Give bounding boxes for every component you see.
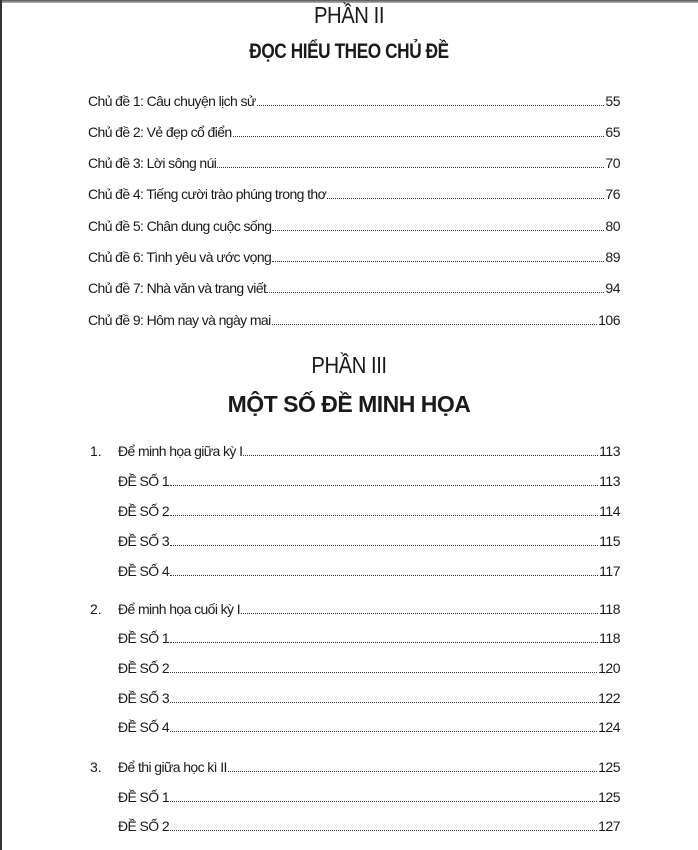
toc-entry[interactable] [88, 247, 620, 267]
part3-title: MỘT SỐ ĐỀ MINH HỌA [227, 391, 471, 417]
dot-leader [327, 184, 604, 199]
toc-item-page: 124 [598, 719, 620, 735]
dot-leader [241, 599, 598, 614]
toc-entry-label: Chủ đề 4: Tiếng cười trào phúng trong thơ [88, 186, 327, 202]
toc-item-label: ĐỀ SỐ 1 [118, 789, 170, 805]
toc-section-page: 125 [598, 759, 620, 775]
toc-entry-page: 89 [605, 249, 620, 265]
toc-entry-page: 70 [605, 155, 620, 171]
page-frame-left [0, 0, 2, 850]
toc-entry[interactable] [88, 184, 620, 204]
toc-item[interactable] [118, 688, 620, 708]
dot-leader [243, 441, 598, 456]
toc-section-number: 3. [90, 759, 102, 775]
toc-entry-label: Chủ đề 5: Chân dung cuộc sống [88, 218, 272, 234]
toc-item[interactable] [118, 561, 620, 581]
toc-item-page: 125 [598, 789, 620, 805]
toc-item[interactable] [118, 658, 620, 678]
toc-item-page: 120 [598, 660, 620, 676]
toc-item-page: 113 [599, 473, 620, 489]
toc-entry[interactable] [88, 278, 620, 298]
dot-leader [170, 561, 598, 576]
toc-section[interactable] [90, 441, 620, 461]
toc-section-label: Để thi giữa học kì II [118, 759, 227, 775]
toc-item-page: 118 [599, 630, 620, 646]
toc-item-label: ĐỀ SỐ 4 [118, 563, 170, 579]
toc-section-label: Để minh họa giữa kỳ I [118, 443, 243, 459]
dot-leader [170, 816, 597, 831]
toc-section-page: 118 [599, 601, 620, 617]
dot-leader [272, 310, 598, 325]
toc-item-label: ĐỀ SỐ 2 [118, 503, 170, 519]
toc-entry-page: 55 [605, 93, 620, 109]
part2-label: PHẦN II [313, 2, 385, 28]
toc-section[interactable] [90, 757, 620, 777]
toc-item[interactable] [118, 531, 620, 551]
toc-item-label: ĐỀ SỐ 1 [118, 473, 170, 489]
toc-entry-label: Chủ đề 7: Nhà văn và trang viết [88, 280, 267, 296]
dot-leader [267, 278, 604, 293]
toc-section-number: 2. [90, 601, 102, 617]
toc-entry[interactable] [88, 310, 620, 330]
toc-entry-label: Chủ đề 1: Câu chuyện lịch sử [88, 93, 256, 109]
dot-leader [257, 91, 605, 106]
toc-item-label: ĐỀ SỐ 4 [118, 719, 170, 735]
toc-section-label: Để minh họa cuối kỳ I [118, 601, 241, 617]
part3-label: PHẦN III [311, 352, 387, 378]
dot-leader [272, 216, 604, 231]
toc-section-number: 1. [90, 443, 102, 459]
toc-item-label: ĐỀ SỐ 2 [118, 818, 170, 834]
dot-leader [170, 658, 597, 673]
toc-entry-page: 76 [605, 186, 620, 202]
toc-item-page: 115 [599, 533, 620, 549]
toc-item[interactable] [118, 816, 620, 836]
toc-item[interactable] [118, 717, 620, 737]
toc-entry-label: Chủ đề 2: Vẻ đẹp cổ điển [88, 124, 232, 140]
toc-section[interactable] [90, 599, 620, 619]
toc-entry[interactable] [88, 91, 620, 111]
dot-leader [233, 122, 605, 137]
toc-entry-page: 80 [605, 218, 620, 234]
toc-item-label: ĐỀ SỐ 3 [118, 533, 170, 549]
toc-item-page: 127 [598, 818, 620, 834]
dot-leader [170, 717, 597, 732]
toc-item-page: 114 [599, 503, 620, 519]
toc-entry-label: Chủ đề 9: Hôm nay và ngày mai [88, 312, 271, 328]
dot-leader [170, 688, 597, 703]
toc-entry-page: 65 [605, 124, 620, 140]
toc-entry-page: 106 [598, 312, 620, 328]
dot-leader [170, 471, 598, 486]
dot-leader [170, 628, 598, 643]
dot-leader [217, 153, 604, 168]
dot-leader [170, 501, 598, 516]
toc-section-page: 113 [599, 443, 620, 459]
toc-item[interactable] [118, 501, 620, 521]
toc-entry[interactable] [88, 122, 620, 142]
toc-item[interactable] [118, 787, 620, 807]
toc-item-label: ĐỀ SỐ 2 [118, 660, 170, 676]
toc-item-label: ĐỀ SỐ 1 [118, 630, 170, 646]
toc-entry[interactable] [88, 153, 620, 173]
toc-item[interactable] [118, 471, 620, 491]
toc-entry-page: 94 [605, 280, 620, 296]
toc-entry[interactable] [88, 216, 620, 236]
toc-item-label: ĐỀ SỐ 3 [118, 690, 170, 706]
dot-leader [272, 247, 604, 262]
toc-entry-label: Chủ đề 6: Tình yêu và ước vọng [88, 249, 272, 265]
dot-leader [228, 757, 597, 772]
dot-leader [170, 531, 598, 546]
toc-entry-label: Chủ đề 3: Lời sông núi [88, 155, 217, 171]
toc-item[interactable] [118, 628, 620, 648]
dot-leader [170, 787, 597, 802]
toc-item-page: 117 [599, 563, 620, 579]
part2-title: ĐỌC HIỂU THEO CHỦ ĐỀ [249, 40, 449, 63]
toc-item-page: 122 [598, 690, 620, 706]
